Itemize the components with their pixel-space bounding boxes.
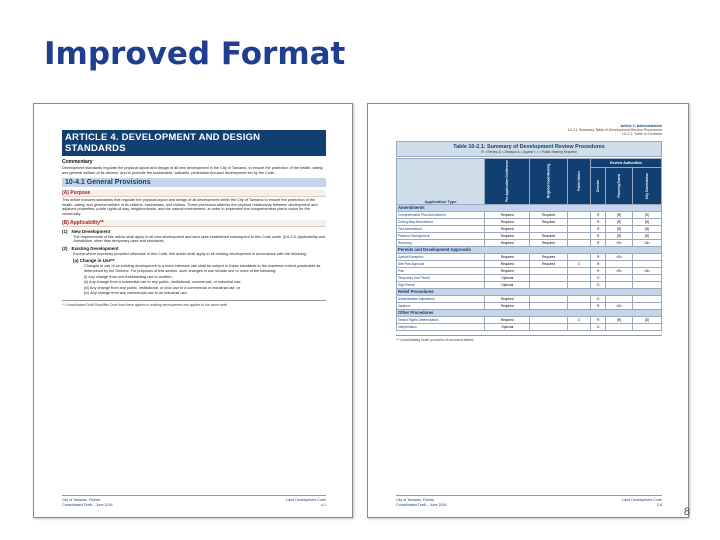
table-cell: [D] xyxy=(632,218,661,225)
applicability-heading: (B) Applicability** xyxy=(62,220,326,227)
review-authorities-heading: Review Authorities xyxy=(591,158,662,167)
table-cell: <R> xyxy=(606,267,633,274)
table-row xyxy=(397,260,662,267)
table-cell xyxy=(567,225,590,232)
purpose-text: This article includes standards that regulate the physical layout and design of all development within the City of Tamarac to ensure the protection of the health, safety, and general welfare of its citizens, businesses, and visitors. These provisions address the physical relationship between development and adjacent properties, public rights-of-way, neighborhoods, and the natural environment, in order to implement the comprehensive plan's vision for the community. xyxy=(62,198,318,216)
table-cell xyxy=(530,316,568,323)
left-page-footer xyxy=(62,495,326,507)
table-group-row xyxy=(397,309,662,316)
table-cell: Optional xyxy=(485,274,530,281)
table-row xyxy=(397,316,662,323)
slide-number: 8 xyxy=(683,506,690,518)
review-procedures-table xyxy=(396,158,662,331)
table-cell: R xyxy=(591,302,606,309)
table-row xyxy=(397,274,662,281)
table-cell: Required xyxy=(485,239,530,246)
table-cell: Required xyxy=(485,253,530,260)
column-header: Planning Board xyxy=(606,167,633,204)
table-title: Table 10-2.1: Summary of Development Review Procedures xyxy=(453,143,605,150)
table-group-row xyxy=(397,204,662,211)
table-cell xyxy=(606,281,633,288)
table-cell xyxy=(567,239,590,246)
table-cell: R xyxy=(591,239,606,246)
table-cell: Optional xyxy=(485,281,530,288)
table-cell xyxy=(632,302,661,309)
table-cell xyxy=(567,302,590,309)
table-row xyxy=(397,239,662,246)
change-item: (iv) Any change from any commercial use to an industrial use. xyxy=(84,291,188,296)
table-row xyxy=(397,211,662,218)
table-cell xyxy=(632,253,661,260)
right-footnote: ** Consolidating Draft, provision of comment added. xyxy=(396,337,474,342)
table-cell: Required xyxy=(485,316,530,323)
table-cell: [D] xyxy=(632,225,661,232)
table-cell: R xyxy=(591,232,606,239)
table-cell xyxy=(567,323,590,330)
table-cell xyxy=(530,295,568,302)
table-row xyxy=(397,225,662,232)
table-cell: [D] xyxy=(632,211,661,218)
application-type-cell: Vested Rights Determination xyxy=(397,316,485,323)
group-label: Permits and Development Approvals xyxy=(397,246,662,253)
table-cell: R xyxy=(591,218,606,225)
left-document-page xyxy=(33,103,353,518)
table-cell xyxy=(567,281,590,288)
table-cell xyxy=(567,267,590,274)
table-cell: D xyxy=(591,281,606,288)
table-cell xyxy=(632,274,661,281)
new-development-text: The requirements of this article shall apply to all new development and land uses established subsequent to this Code under §10-2.5, Applicability and Jurisdiction, other than temporary uses and structures. xyxy=(73,234,326,244)
application-type-cell: Interpretation xyxy=(397,323,485,330)
table-cell: Required xyxy=(530,218,568,225)
table-cell: Required xyxy=(485,225,530,232)
column-header: Pre-Application Conference xyxy=(485,158,530,204)
existing-development-text: Except where expressly provided otherwise in this Code, this article shall apply to all existing development in accordance with the following: xyxy=(73,251,307,256)
application-type-cell: Special Exception xyxy=(397,253,485,260)
item-existing-development xyxy=(62,246,326,251)
application-type-cell: Temporary Use Permit xyxy=(397,274,485,281)
table-cell: Required xyxy=(485,267,530,274)
table-cell xyxy=(567,274,590,281)
table-cell xyxy=(530,281,568,288)
table-cell: Required xyxy=(485,232,530,239)
table-cell: [R] xyxy=(606,316,633,323)
table-group-row xyxy=(397,288,662,295)
table-row xyxy=(397,323,662,330)
table-cell: Required xyxy=(485,218,530,225)
table-cell: R xyxy=(591,267,606,274)
table-cell xyxy=(530,267,568,274)
change-item: (iii) Any change from any public, institutional, or civic use to a commercial or industrial use; or xyxy=(84,285,241,290)
slide-title: Improved Format xyxy=(44,36,346,72)
application-type-cell: Planned Development xyxy=(397,232,485,239)
table-cell xyxy=(567,211,590,218)
table-cell: <D> xyxy=(632,239,661,246)
table-row xyxy=(397,281,662,288)
right-document-page xyxy=(367,103,689,518)
column-header: Public Notice xyxy=(567,158,590,204)
table-cell xyxy=(606,260,633,267)
change-item: (i) Any change from one freestanding use to another; xyxy=(84,274,173,279)
table-cell: R xyxy=(591,316,606,323)
table-cell: Required xyxy=(530,232,568,239)
table-cell: <R> xyxy=(606,239,633,246)
table-legend: R = Review D = Decision A = Appeal < > = Public Hearing Required xyxy=(481,149,577,154)
application-type-cell: Sign Permit xyxy=(397,281,485,288)
table-row xyxy=(397,218,662,225)
table-cell xyxy=(632,260,661,267)
table-cell xyxy=(567,253,590,260)
footnote-divider xyxy=(396,335,662,336)
application-type-heading: Application Type xyxy=(397,158,485,204)
application-type-cell: Administrative Adjustment xyxy=(397,295,485,302)
table-cell: C xyxy=(567,260,590,267)
table-row xyxy=(397,267,662,274)
table-cell: R xyxy=(591,253,606,260)
table-cell xyxy=(606,274,633,281)
right-page-footer xyxy=(396,495,662,507)
application-type-cell: Rezoning xyxy=(397,239,485,246)
table-cell: R xyxy=(591,260,606,267)
item-number: (2) xyxy=(62,245,68,251)
group-label: Relief Procedures xyxy=(397,288,662,295)
item-new-development xyxy=(62,229,326,234)
table-cell xyxy=(567,218,590,225)
table-cell: D xyxy=(591,323,606,330)
commentary-text: Development standards regulate the physical layout and design of all new development in the City of Tamarac, to ensure the protection of the health, safety, and general welfare of its citizens, and to promote the sustainable, walkable, pedestrian-focused development set by the Code. xyxy=(62,166,324,175)
table-cell xyxy=(632,281,661,288)
table-cell: Required xyxy=(485,211,530,218)
table-cell: Optional xyxy=(485,323,530,330)
application-type-cell: Site Plan Approval xyxy=(397,260,485,267)
table-cell xyxy=(567,295,590,302)
table-cell: Required xyxy=(530,239,568,246)
change-in-use-text: Changes in use of an existing development to a more intensive use shall be subject to these standards to the maximum extent practicable as determined by the Director. For purposes of this section, such changes in use include one or more of the following: xyxy=(84,264,321,273)
application-type-cell: Variance xyxy=(397,302,485,309)
item-label: Existing Development xyxy=(71,245,119,251)
footer-left: City of Tamarac, Florida Consolidated Draft – June 2018 xyxy=(396,498,447,507)
table-cell: [D] xyxy=(632,232,661,239)
article-title-bar: ARTICLE 4. DEVELOPMENT AND DESIGN STANDARDS xyxy=(62,130,326,156)
footer-left: City of Tamarac, Florida Consolidated Draft – June 2018 xyxy=(62,498,113,507)
table-cell: D xyxy=(591,295,606,302)
table-cell: R xyxy=(591,225,606,232)
table-cell xyxy=(567,232,590,239)
table-cell: Required xyxy=(485,295,530,302)
application-type-cell: Text Amendment xyxy=(397,225,485,232)
item-number: (1) xyxy=(62,228,68,234)
table-cell: [R] xyxy=(606,232,633,239)
footer-right: Land Development Code 2-6 xyxy=(622,498,662,507)
left-footnote: ** Consolidated Draft Simplifies Draft how these applies to existing development and applies to the same draft. xyxy=(62,302,228,307)
table-cell: R xyxy=(591,211,606,218)
table-cell xyxy=(530,274,568,281)
table-cell: [D] xyxy=(632,316,661,323)
commentary-heading: Commentary xyxy=(62,159,93,165)
table-cell: C xyxy=(567,316,590,323)
change-item: (ii) Any change from a residential use to any public, institutional, commercial, or industrial use; xyxy=(84,280,242,285)
change-in-use-heading: (a) Change in Use** xyxy=(73,258,115,264)
table-cell: [R] xyxy=(606,225,633,232)
table-cell: D xyxy=(591,274,606,281)
table-row xyxy=(397,232,662,239)
table-cell: <D> xyxy=(632,267,661,274)
table-title-block xyxy=(396,141,662,157)
table-group-row xyxy=(397,246,662,253)
table-cell xyxy=(530,302,568,309)
table-row xyxy=(397,295,662,302)
table-cell xyxy=(632,295,661,302)
table-cell: <D> xyxy=(606,302,633,309)
application-type-cell: Comprehensive Plan Amendment xyxy=(397,211,485,218)
footer-right: Land Development Code 4-1 xyxy=(286,498,326,507)
table-cell: Required xyxy=(485,302,530,309)
right-page-header: Article 2: Administration 10-2.1 Summary Table of Development Review Procedures 10-2.1: Table of Contents xyxy=(567,124,662,137)
section-title-bar: 10-4.1 General Provisions xyxy=(62,178,326,187)
group-label: Amendments xyxy=(397,204,662,211)
table-row xyxy=(397,302,662,309)
application-type-cell: Zoning Map Amendment xyxy=(397,218,485,225)
column-header: Neighborhood Meeting xyxy=(530,158,568,204)
table-cell: [R] xyxy=(606,211,633,218)
table-cell: Required xyxy=(530,260,568,267)
application-type-cell: Plat xyxy=(397,267,485,274)
table-cell: [R] xyxy=(606,218,633,225)
table-cell xyxy=(632,323,661,330)
column-header: Director xyxy=(591,167,606,204)
table-cell: <D> xyxy=(606,253,633,260)
table-cell: Required xyxy=(530,211,568,218)
table-body xyxy=(397,204,662,330)
table-cell xyxy=(530,323,568,330)
table-cell: Required xyxy=(485,260,530,267)
table-cell xyxy=(530,225,568,232)
item-label: New Development xyxy=(71,228,111,234)
footnote-divider xyxy=(62,300,326,301)
column-header: City Commission xyxy=(632,167,661,204)
table-cell xyxy=(606,323,633,330)
table-cell xyxy=(606,295,633,302)
table-row xyxy=(397,253,662,260)
group-label: Other Procedures xyxy=(397,309,662,316)
purpose-heading: (A) Purpose xyxy=(62,190,326,197)
table-cell: Required xyxy=(530,253,568,260)
